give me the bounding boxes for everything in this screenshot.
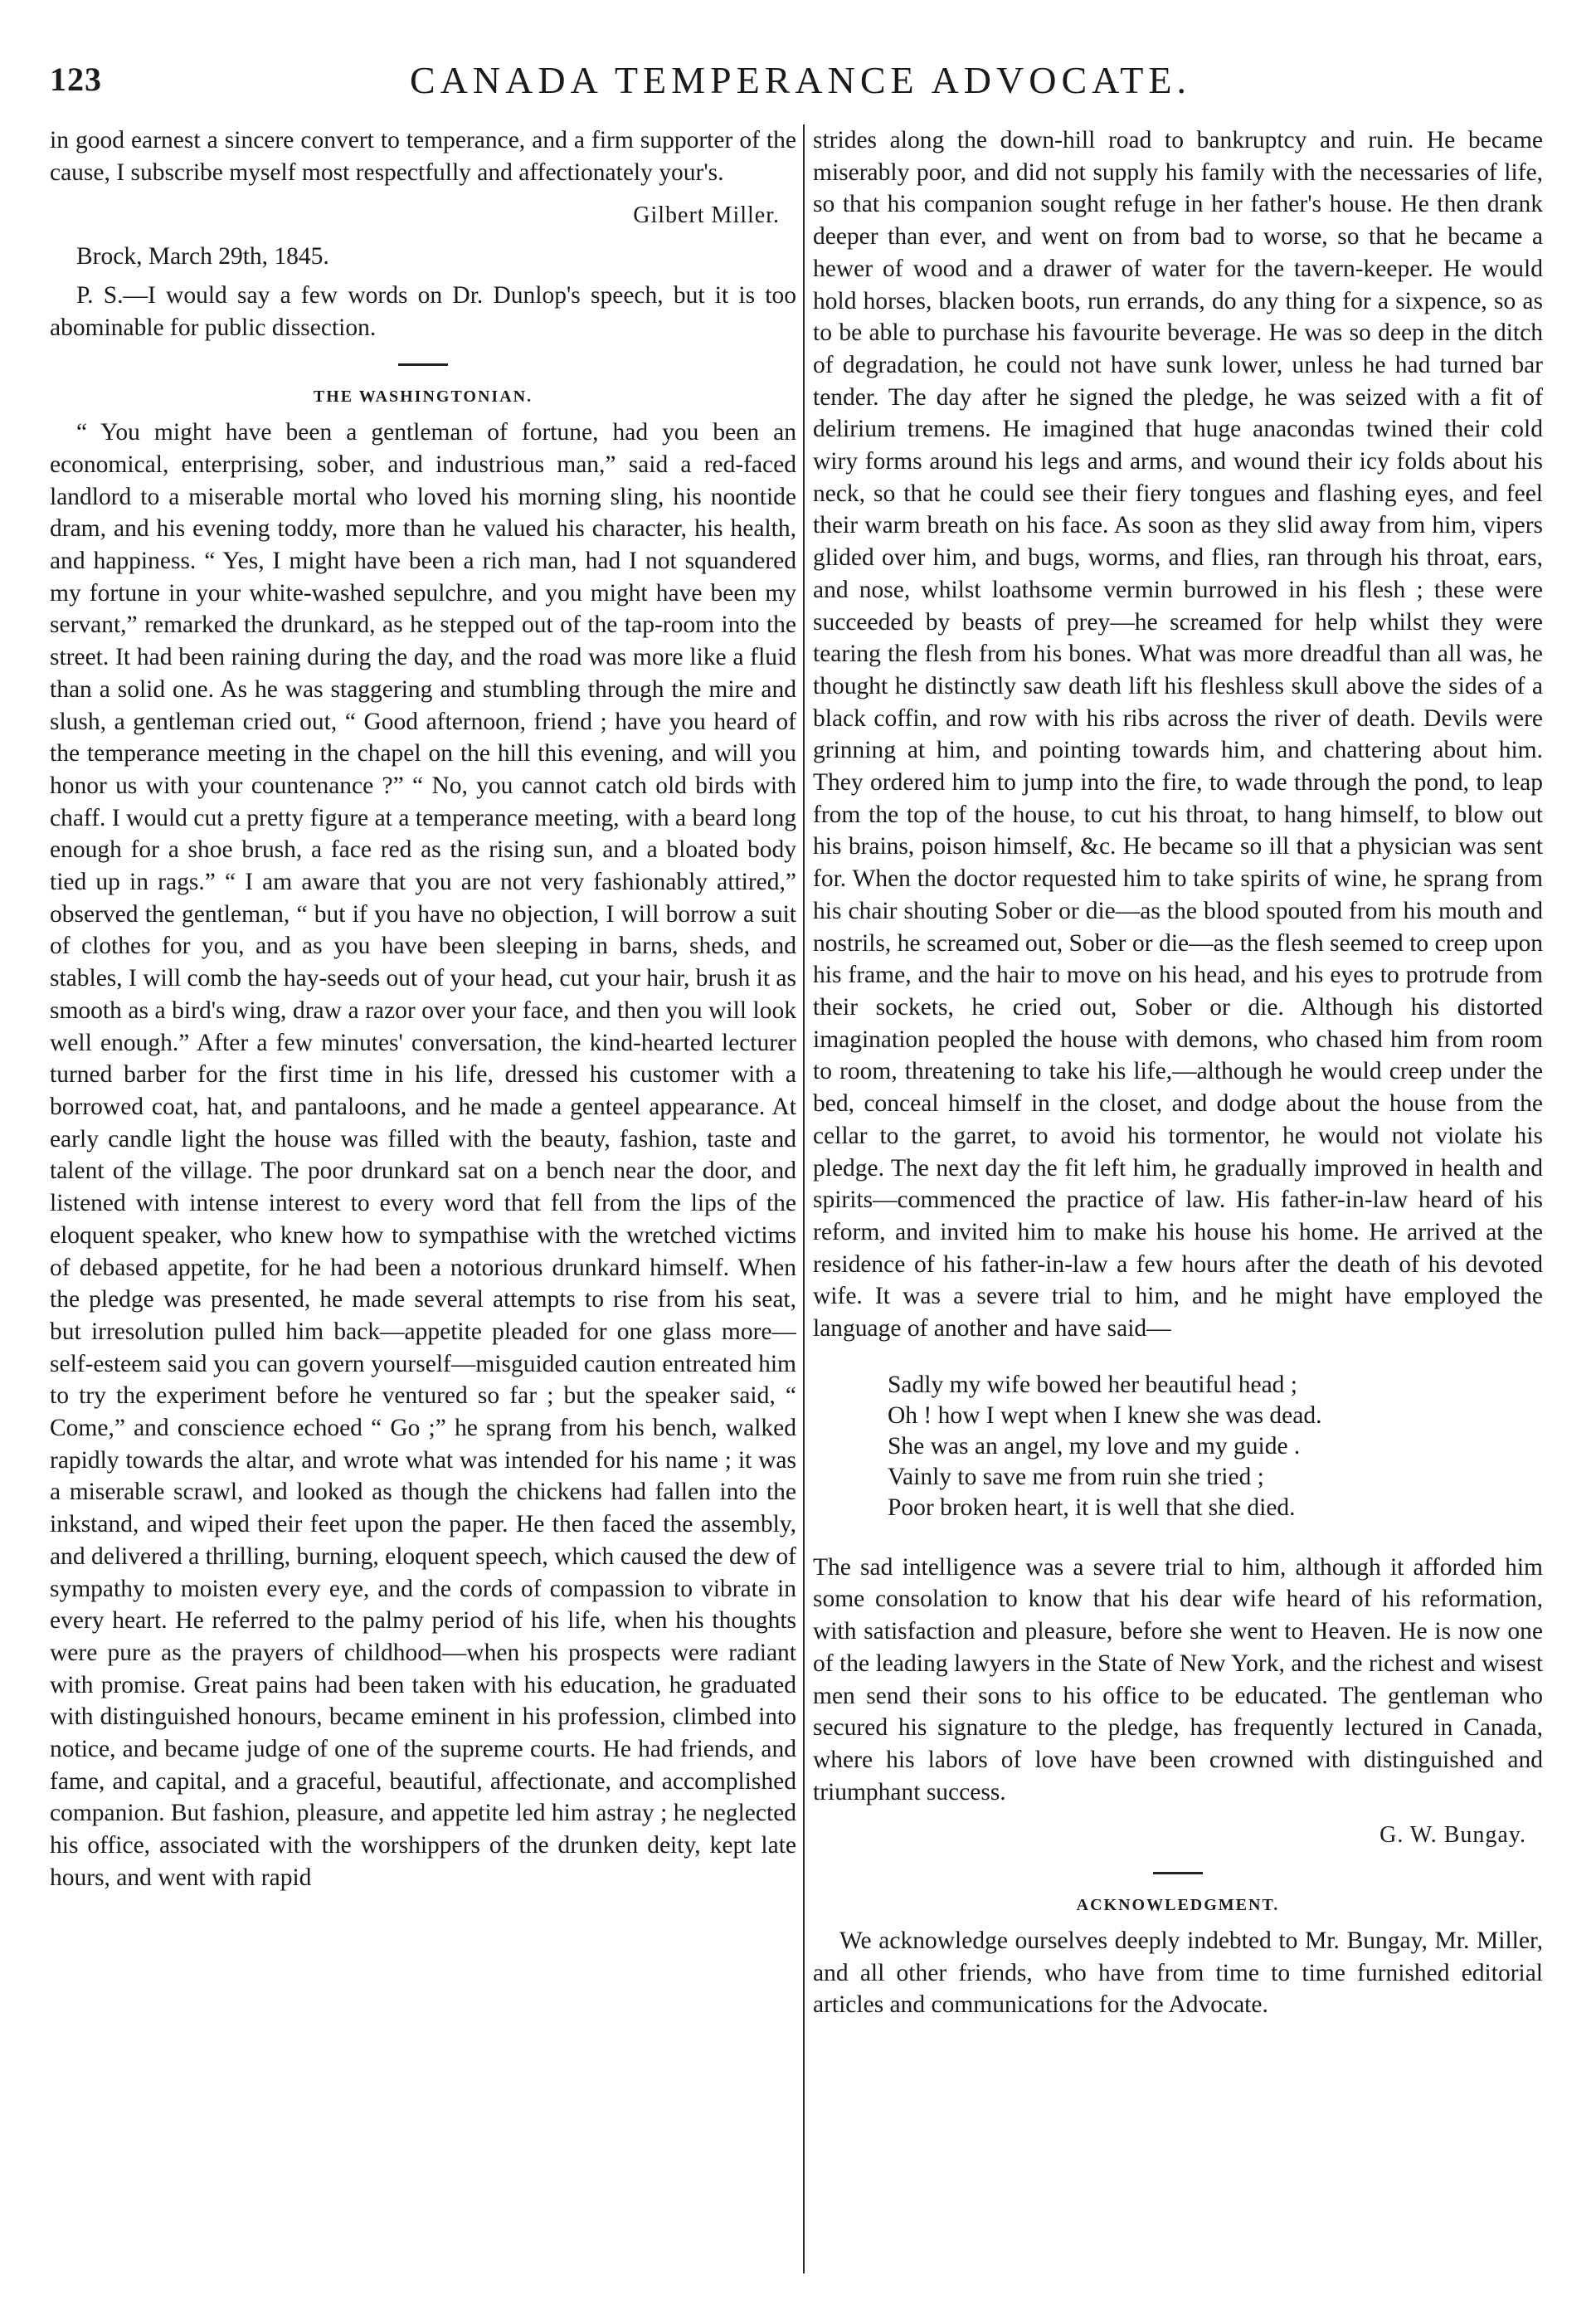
poem-line: She was an angel, my love and my guide . (888, 1432, 1301, 1460)
acknowledgment-text: We acknowledge ourselves deeply indebted to Mr. Bungay, Mr. Miller, and all other friends, who have from time to time furnished editorial articles and communications for the Advocate. (813, 1927, 1543, 2019)
letter-dateline: Brock, March 29th, 1845. (76, 243, 329, 270)
page-header (50, 51, 1551, 110)
postscript: P. S.—I would say a few words on Dr. Dunlop's speech, but it is too abominable for public dissection. (50, 281, 796, 341)
left-column (50, 124, 796, 2282)
letter-closing: in good earnest a sincere convert to temperance, and a firm supporter of the cause, I subscribe myself most respectfully and affectionately your's. (50, 127, 796, 186)
letter-signature: Gilbert Miller. (633, 202, 780, 229)
poem-line: Vainly to save me from ruin she tried ; (888, 1463, 1264, 1490)
poem-line: Oh ! how I wept when I knew she was dead. (888, 1401, 1322, 1429)
story-signature: G. W. Bungay. (1379, 1822, 1526, 1849)
poem-verse (888, 1370, 1543, 1523)
section-divider (398, 363, 448, 366)
column-rule (803, 124, 805, 2273)
poem-line: Poor broken heart, it is well that she died. (888, 1494, 1296, 1521)
story-conclusion: The sad intelligence was a severe trial to him, although it afforded him some consolation to know that his dear wife heard of his reformation, with satisfaction and pleasure, before she went to Heaven. He is now one of the leading lawyers in the State of New York, and the richest and wisest men send their sons to his office to be educated. The gentleman who secured his signature to the pledge, has frequently lectured in Canada, where his labors of love have been crowned with distinguished and triumphant success. (813, 1553, 1543, 1806)
story-continued: strides along the down-hill road to bankruptcy and ruin. He became miserably poor, and did not supply his family with the necessaries of life, so that his companion sought refuge in her father's house. He then drank deeper than ever, and went on from bad to worse, so that he became a hewer of wood and a drawer of water for the tavern-keeper. He would hold horses, blacken boots, run errands, do any thing for a sixpence, so as to be able to purchase his favourite beverage. He was so deep in the ditch of degradation, he could not have sunk lower, unless he had turned bar tender. The day after he signed the pledge, he was seized with a fit of delirium tremens. He imagined that huge anacondas twined their cold wiry forms around his legs and arms, and wound their icy folds about his neck, so that he could see their fiery tongues and flashing eyes, and feel their warm breath on his face. As soon as they slid away from him, vipers glided over him, and bugs, worms, and flies, ran through his throat, ears, and nose, whilst loathsome vermin burrowed in his flesh ; these were succeeded by beasts of prey—he screamed for help whilst they were tearing the flesh from his bones. What was more dreadful than all was, he thought he distinctly saw death lift his fleshless skull above the sides of a black coffin, and row with his ribs across the river of death. Devils were grinning at him, and pointing towards him, and chattering about him. They ordered him to jump into the fire, to wade through the pond, to leap from the top of the house, to cut his throat, to hang himself, to blow out his brains, poison himself, &c. He became so ill that a physician was sent for. When the doctor requested him to take spirits of wine, he sprang from his chair shouting Sober or die—as the blood spouted from his mouth and nostrils, he screamed out, Sober or die—as the flesh seemed to creep upon his frame, and the hair to move on his head, and his eyes to protrude from their sockets, he cried out, Sober or die. Although his distorted imagination peopled the house with demons, who chased him from room to room, threatening to take his life,—although he would creep under the bed, conceal himself in the closet, and dodge about the house from the cellar to the garret, to avoid his tormentor, he would not violate his pledge. The next day the fit left him, he gradually improved in health and spirits—commenced the practice of law. His father-in-law heard of his reform, and invited him to make his house his home. He arrived at the residence of his father-in-law a few hours after the death of his devoted wife. It was a severe trial to him, and he might have employed the language of another and have said— (813, 127, 1543, 1343)
poem-line: Sadly my wife bowed her beautiful head ; (888, 1371, 1297, 1398)
story-heading: THE WASHINGTONIAN. (313, 387, 533, 407)
running-title: CANADA TEMPERANCE ADVOCATE. (410, 59, 1191, 101)
page-number: 123 (50, 61, 102, 98)
section-divider (1153, 1872, 1203, 1874)
acknowledgment-heading: ACKNOWLEDGMENT. (1076, 1896, 1280, 1915)
story-paragraph: “ You might have been a gentleman of fortune, had you been an economical, enterprising, sober, and industrious man,” said a red-faced landlord to a miserable mortal who loved his morning sling, his noontide dram, and his evening toddy, more than he valued his character, his health, and happiness. “ Yes, I might have been a rich man, had I not squandered my fortune in your white-washed sepulchre, and you might have been my servant,” remarked the drunkard, as he stepped out of the tap-room into the street. It had been raining during the day, and the road was more like a fluid than a solid one. As he was staggering and stumbling through the mire and slush, a gentleman cried out, “ Good afternoon, friend ; have you heard of the temperance meeting in the chapel on the hill this evening, and will you honor us with your countenance ?” “ No, you cannot catch old birds with chaff. I would cut a pretty figure at a temperance meeting, with a beard long enough for a shoe brush, a face red as the rising sun, and a bloated body tied up in rags.” “ I am aware that you are not very fashionably attired,” observed the gentleman, “ but if you have no objection, I will borrow a suit of clothes for you, and as you have been sleeping in barns, sheds, and stables, I will comb the hay-seeds out of your head, cut your hair, brush it as smooth as a bird's wing, draw a razor over your face, and then you will look well enough.” After a few minutes' conversation, the kind-hearted lecturer turned barber for the first time in his life, dressed his customer with a borrowed coat, hat, and pantaloons, and he made a genteel appearance. At early candle light the house was filled with the beauty, fashion, taste and talent of the village. The poor drunkard sat on a bench near the door, and listened with intense interest to every word that fell from the lips of the eloquent speaker, who knew how to sympathise with the wretched victims of debased appetite, for he had been a notorious drunkard himself. When the pledge was presented, he made several attempts to rise from his seat, but irresolution pulled him back—appetite pleaded for one glass more—self-esteem said you can govern yourself—misguided caution entreated him to try the experiment before he ventured so far ; but the speaker said, “ Come,” and conscience echoed “ Go ;” he sprang from his bench, walked rapidly towards the altar, and wrote what was intended for his name ; it was a miserable scrawl, and looked as though the chickens had fallen into the inkstand, and wiped their feet upon the paper. He then faced the assembly, and delivered a thrilling, burning, eloquent speech, which caused the dew of sympathy to moisten every eye, and the cords of compassion to vibrate in every heart. He referred to the palmy period of his life, when his thoughts were pure as the prayers of childhood—when his prospects were radiant with promise. Great pains had been taken with his education, he graduated with distinguished honours, became eminent in his profession, climbed into notice, and became judge of one of the supreme courts. He had friends, and fame, and capital, and a graceful, beautiful, affectionate, and accomplished companion. But fashion, pleasure, and appetite led him astray ; he neglected his office, associated with the worshippers of the drunken deity, kept late hours, and went with rapid (50, 419, 796, 1891)
right-column (813, 124, 1543, 2282)
